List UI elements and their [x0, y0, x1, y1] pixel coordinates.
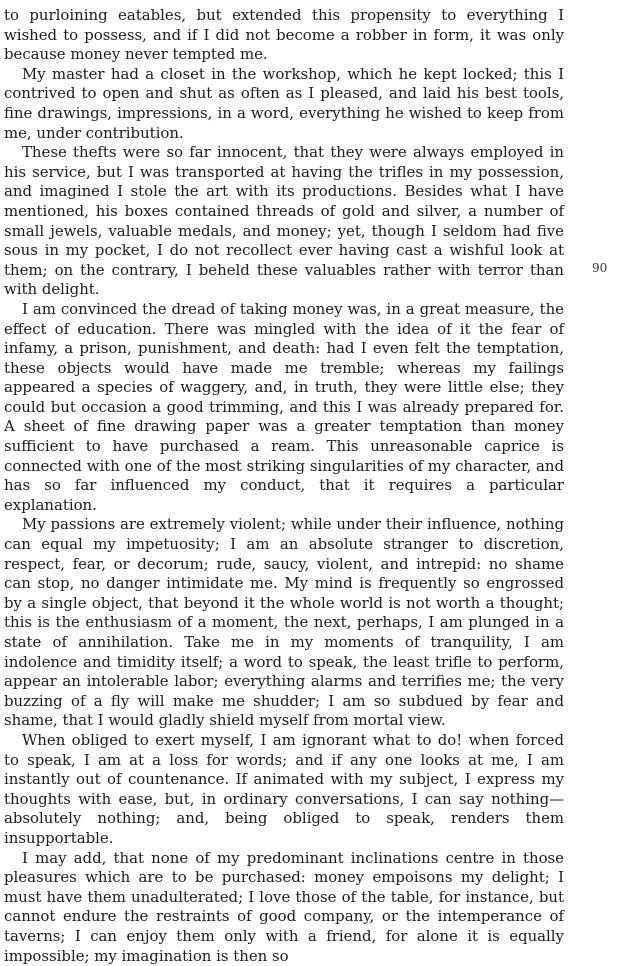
paragraph-obliged-to-exert: When obliged to exert myself, I am ignorant what to do! when forced to speak, I am at a loss for words; and if any one looks at me, I am instantly out of countenance. If animated with my subject, I express my thoughts with ease, but, in ordinary conversations, I can say nothing—absolutely nothing; and, being obliged to speak, renders them insupportable.	[4, 730, 564, 847]
paragraph-innocent-thefts: These thefts were so far innocent, that they were always employed in his service, but I was transported at having the trifles in my possession, and imagined I stole the art with its productions. Besides what I have mentioned, his boxes contained threads of gold and silver, a number of small jewels, valuable medals, and money; yet, though I seldom had five sous in my pocket, I do not recollect ever having cast a wishful look at them; on the contrary, I beheld these valuables rather with terror than with delight.	[4, 143, 564, 299]
paragraph-predominant-inclinations: I may add, that none of my predominant inclinations centre in those pleasures which are to be purchased: money empoisons my delight; I must have them unadulterated; I love those of the table, for instance, but cannot endure the restraints of good company, or the intemperance of taverns; I can enjoy them only with a friend, for alone it is equally impossible; my imagination is then so	[4, 848, 564, 965]
paragraph-violent-passions: My passions are extremely violent; while under their influence, nothing can equal my impetuosity; I am an absolute stranger to discretion, respect, fear, or decorum; rude, saucy, violent, and intrepid: no shame can stop, no danger intimidate me. My mind is frequently so engrossed by a single object, that beyond it the whole world is not worth a thought; this is the enthusiasm of a moment, the next, perhaps, I am plunged in a state of annihilation. Take me in my moments of tranquility, I am indolence and timidity itself; a word to speak, the least trifle to perform, appear an intolerable labor; everything alarms and terrifies me; the very buzzing of a fly will make me shudder; I am so subdued by fear and shame, that I would gladly shield myself from mortal view.	[4, 515, 564, 730]
page-body	[4, 6, 564, 966]
paragraph-master-closet: My master had a closet in the workshop, which he kept locked; this I contrived to open and shut as often as I pleased, and laid his best tools, fine drawings, impressions, in a word, everything he wished to keep from me, under contribution.	[4, 64, 564, 142]
paragraph-continuation: to purloining eatables, but extended this propensity to everything I wished to possess, and if I did not become a robber in form, it was only because money never tempted me.	[4, 6, 564, 64]
paragraph-dread-of-money: I am convinced the dread of taking money was, in a great measure, the effect of education. There was mingled with the idea of it the fear of infamy, a prison, punishment, and death: had I even felt the temptation, these objects would have made me tremble; whereas my failings appeared a species of waggery, and, in truth, they were little else; they could but occasion a good trimming, and this I was already prepared for. A sheet of fine drawing paper was a greater temptation than money sufficient to have purchased a ream. This unreasonable caprice is connected with one of the most striking singularities of my character, and has so far influenced my conduct, that it requires a particular explanation.	[4, 299, 564, 514]
margin-page-number: 90	[592, 261, 608, 275]
